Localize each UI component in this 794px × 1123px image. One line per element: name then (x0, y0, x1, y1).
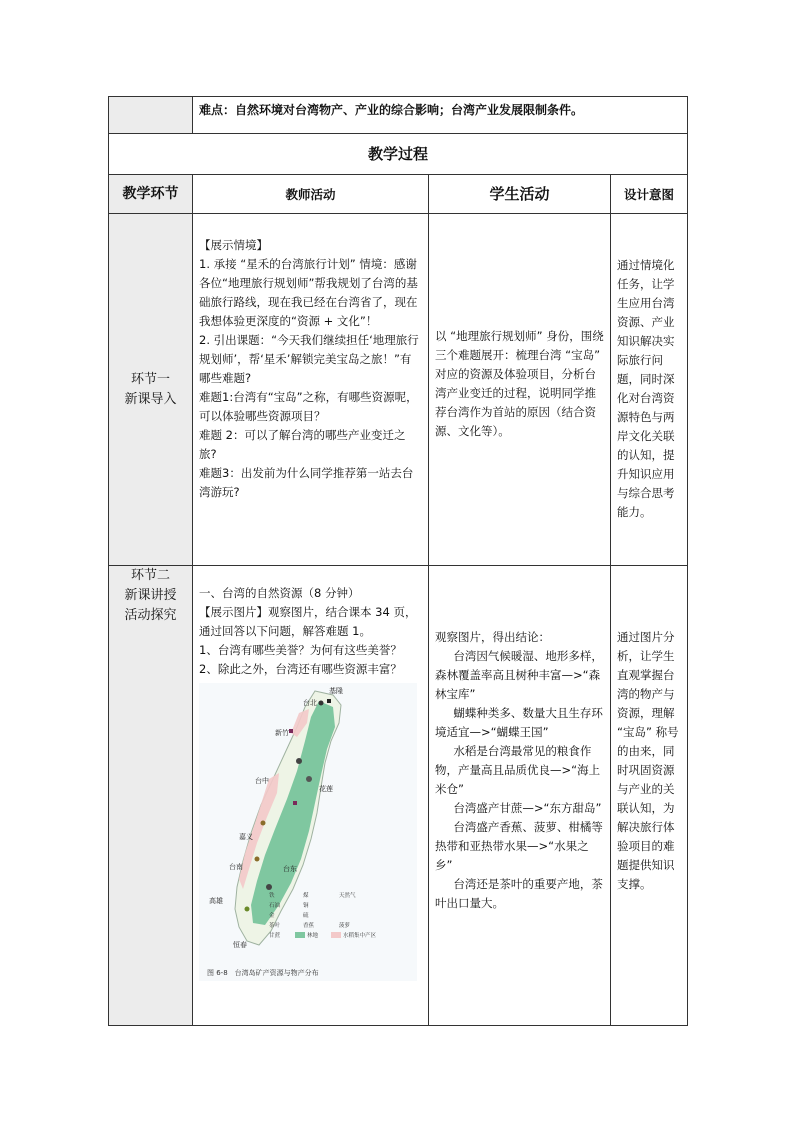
intent-explore-text: 通过图片分析，让学生直观掌握台湾的物产与资源，理解 “宝岛” 称号的由来，同时巩固资源与产业的关联认知，为解决旅行体验项目的难题提供知识支撑。 (617, 630, 679, 891)
legend-oil: 石油 (269, 903, 281, 909)
teacher-explore-p4: 2、除此之外，台湾还有哪些资源丰富？ (199, 662, 402, 676)
legend-tea: 茶叶 (269, 923, 281, 929)
student-explore-p3: 蝴蝶种类多、数量大且生存环境适宜—>“蝴蝶王国” (435, 706, 603, 739)
difficulty-row (109, 97, 688, 134)
marker-4 (296, 758, 302, 764)
teacher-intro-p1: 【展示情境】 (199, 238, 268, 252)
teacher-explore-p1: 一、台湾的自然资源（8 分钟） (199, 586, 360, 600)
place-label-taipei: 台北 (303, 699, 317, 707)
legend-iron: 铁 (269, 893, 275, 899)
teacher-explore-p2: 【展示图片】观察图片，结合课本 34 页，通过回答以下问题，解答难题 1。 (199, 605, 417, 638)
student-explore (429, 566, 611, 1026)
legend-copper: 铜 (303, 903, 309, 909)
header-teacher: 教师活动 (193, 175, 429, 214)
row-explore (109, 566, 688, 1026)
marker-10 (245, 907, 250, 912)
marker-1 (319, 701, 324, 706)
intent-intro (611, 214, 688, 566)
place-label-taichung: 台中 (255, 777, 269, 785)
marker-5 (306, 776, 312, 782)
teacher-intro-p2: 1. 承接 “星禾的台湾旅行计划” 情境：感谢各位“地理旅行规划师”帮我规划了台湾的基础旅行路线，现在我已经在台湾省了，现在我想体验更深度的“资源 + 文化”！ (199, 257, 418, 328)
difficulty-label-cell (109, 97, 193, 134)
marker-2 (327, 699, 331, 703)
student-explore-p2: 台湾因气候暖湿、地形多样，森林覆盖率高且树种丰富—>“森林宝库” (435, 649, 603, 701)
marker-7 (261, 821, 266, 826)
stage-intro (109, 214, 193, 566)
intent-explore (611, 566, 688, 1026)
student-intro (429, 214, 611, 566)
student-explore-p1: 观察图片，得出结论： (435, 630, 550, 644)
student-explore-p5: 台湾盛产甘蔗—>“东方甜岛” (453, 801, 602, 815)
row-intro (109, 214, 688, 566)
place-label-taitung: 台东 (283, 865, 297, 873)
legend-paddy: 水稻集中产区 (343, 933, 377, 939)
legend-paddy-swatch (331, 932, 341, 938)
teacher-intro-p6: 难题3：出发前为什么同学推荐第一站去台湾游玩? (199, 466, 414, 499)
marker-3 (289, 729, 293, 733)
teacher-intro (193, 214, 429, 566)
map-caption: 图 6-8 台湾岛矿产资源与物产分布 (207, 969, 319, 977)
place-label-tainan: 台南 (229, 863, 243, 871)
marker-8 (255, 857, 260, 862)
header-stage: 教学环节 (109, 175, 193, 214)
stage-explore-line2: 新课讲授 (124, 588, 177, 603)
legend-sulfur: 硫 (303, 913, 309, 919)
stage-explore-line3: 活动探究 (124, 608, 177, 623)
legend-banana: 香蕉 (303, 923, 315, 929)
stage-intro-line1: 环节一 (130, 371, 170, 387)
legend-coal: 煤 (303, 893, 309, 899)
lesson-plan-page (108, 96, 687, 1026)
difficulty-text: 难点：自然环境对台湾物产、产业的综合影响；台湾产业发展限制条件。 (193, 97, 688, 134)
section-title: 教学过程 (109, 134, 688, 175)
intent-intro-text: 通过情境化任务，让学生应用台湾资源、产业知识解决实际旅行问题，同时深化对台湾资源特色与两岸文化关联的认知，提升知识应用与综合思考能力。 (617, 258, 675, 519)
header-intent: 设计意图 (611, 175, 688, 214)
legend-forest: 林地 (307, 933, 319, 939)
header-row (109, 175, 688, 214)
teacher-intro-p3: 2. 引出课题：“今天我们继续担任‘地理旅行规划师’，帮‘星禾’解锁完美宝岛之旅！”有哪些难题? (199, 333, 419, 385)
legend-pineapple: 菠萝 (339, 923, 351, 929)
place-label-keelung: 基隆 (329, 687, 343, 695)
student-intro-text: 以 “地理旅行规划师” 身份，围绕三个难题展开：梳理台湾 “宝岛” 对应的资源及体验项目，分析台湾产业变迁的过程，说明同学推荐台湾作为首站的原因（结合资源、文化等）。 (435, 329, 604, 438)
marker-9 (266, 884, 272, 890)
teacher-explore-p3: 1、台湾有哪些美誉？为何有这些美誉？ (199, 643, 402, 657)
place-label-kaohsiung: 高雄 (209, 897, 223, 905)
taiwan-resource-map (199, 683, 417, 981)
legend-gold: 金 (269, 913, 275, 919)
lesson-table (108, 96, 688, 1026)
place-label-hualien: 花莲 (319, 785, 333, 793)
header-student: 学生活动 (429, 175, 611, 214)
marker-6 (293, 801, 297, 805)
teacher-intro-p4: 难题1:台湾有“宝岛”之称，有哪些资源呢， 可以体验哪些资源项目？ (199, 390, 418, 423)
place-label-chiayi: 嘉义 (239, 833, 253, 841)
student-explore-p6: 台湾盛产香蕉、菠萝、柑橘等热带和亚热带水果—>“水果之乡” (435, 820, 603, 872)
legend-sugarcane: 甘蔗 (269, 933, 281, 939)
place-label-hengchun: 恒春 (233, 941, 247, 949)
teacher-intro-p5: 难题 2：可以了解台湾的哪些产业变迁之旅? (199, 428, 406, 461)
stage-explore-line1: 环节二 (130, 568, 170, 583)
stage-intro-line2: 新课导入 (124, 391, 177, 407)
legend-forest-swatch (295, 932, 305, 938)
teacher-explore (193, 566, 429, 1026)
student-explore-p7: 台湾还是茶叶的重要产地，茶叶出口量大。 (435, 877, 603, 910)
legend-gas: 天然气 (339, 893, 356, 899)
place-label-hsinchu: 新竹 (275, 729, 289, 737)
stage-explore (109, 566, 193, 1026)
student-explore-p4: 水稻是台湾最常见的粮食作物，产量高且品质优良—>“海上米仓” (435, 744, 601, 796)
section-title-row (109, 134, 688, 175)
